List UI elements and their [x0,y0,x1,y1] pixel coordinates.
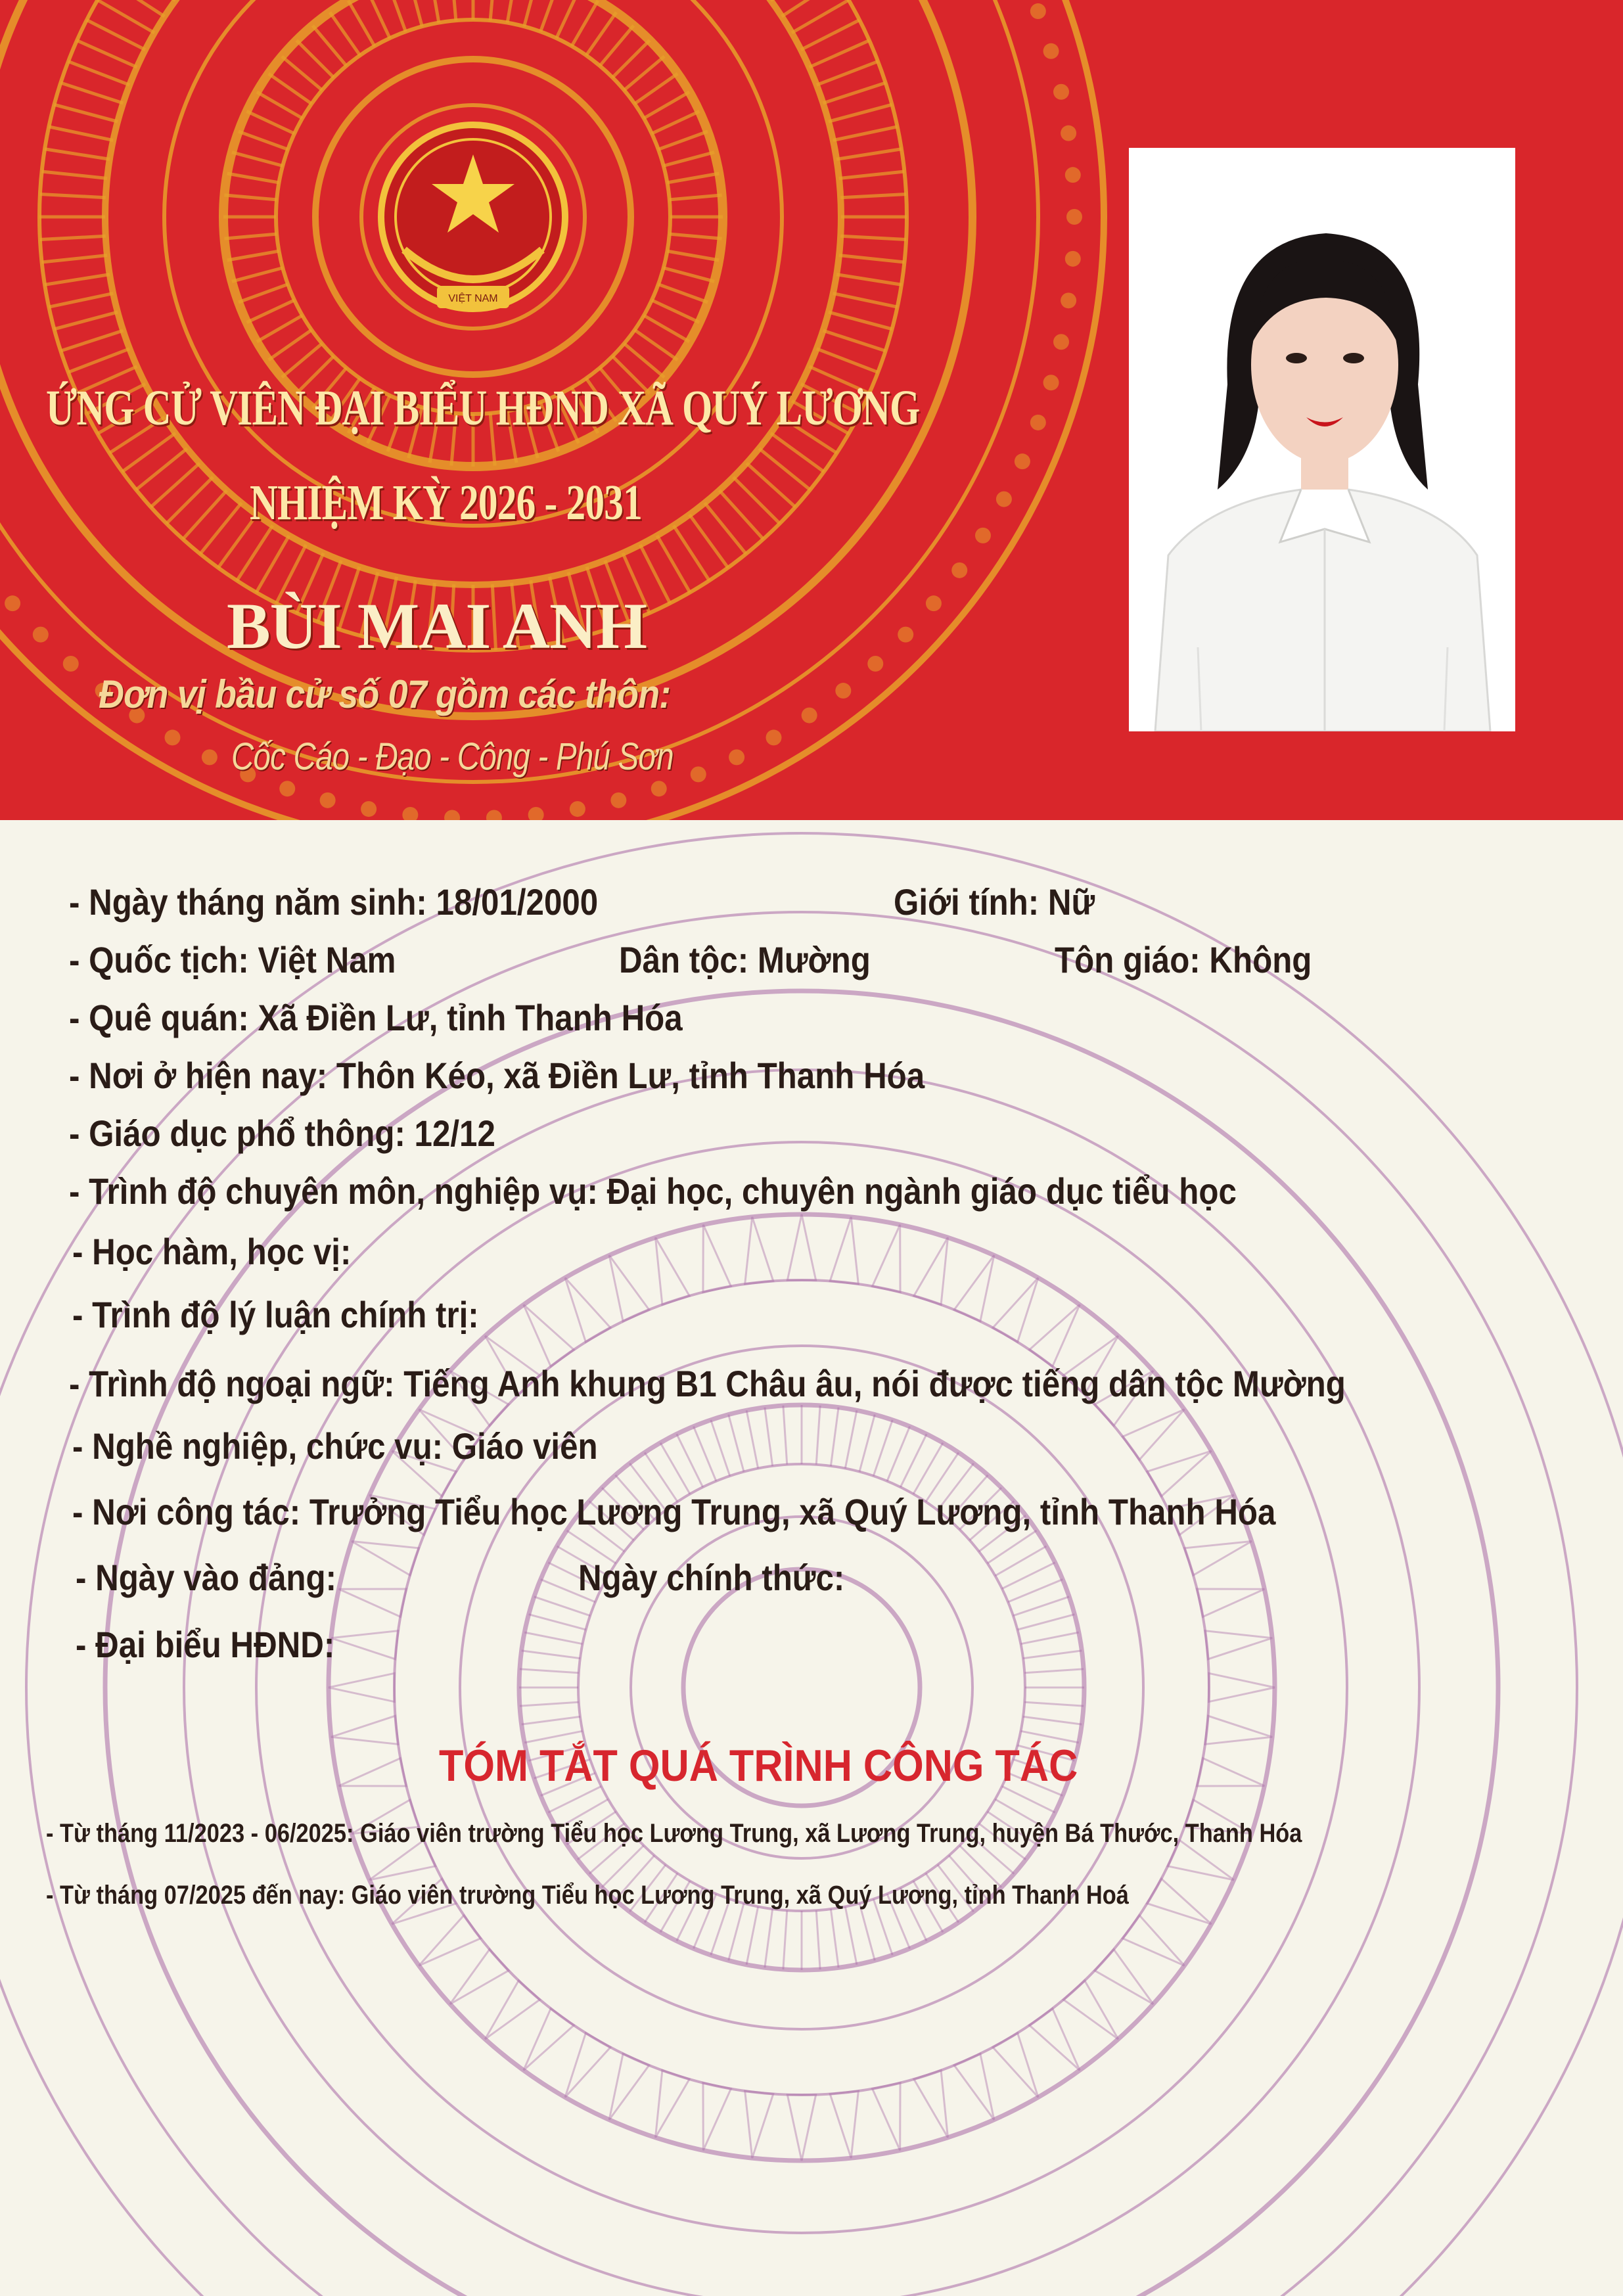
gender-label: Giới tính: [894,881,1048,923]
title-line-2: NHIỆM KỲ 2026 - 2031 [250,475,642,530]
hometown-value: Xã Điền Lư, tỉnh Thanh Hóa [258,997,683,1038]
career-item-1: - Từ tháng 11/2023 - 06/2025: Giáo viên trường Tiểu học Lương Trung, xã Lương Trung, huyện Bá Thước, Thanh Hóa [46,1819,1302,1848]
national-emblem-icon [358,118,588,329]
religion-value: Không [1209,939,1312,980]
workplace-value: Trưởng Tiểu học Lương Trung, xã Quý Lương, tỉnh Thanh Hóa [309,1491,1276,1532]
candidate-name: BÙI MAI ANH [227,589,647,662]
title-line-1: ỨNG CỬ VIÊN ĐẠI BIỂU HĐND XÃ QUÝ LƯƠNG [46,380,920,436]
party-join-label: - Ngày vào đảng: [76,1557,337,1598]
occupation-label: - Nghề nghiệp, chức vụ: [72,1425,452,1467]
party-official-line [578,1556,844,1599]
residence-value: Thôn Kéo, xã Điền Lư, tỉnh Thanh Hóa [336,1055,925,1096]
residence-line [69,1054,925,1097]
nationality-line [69,938,396,981]
religion-line [1055,938,1312,981]
career-item-2: - Từ tháng 07/2025 đến nay: Giáo viên trường Tiểu học Lương Trung, xã Quý Lương, tỉnh Thanh Hoá [46,1881,1129,1910]
workplace-label: - Nơi công tác: [72,1491,309,1532]
hometown-line [69,996,683,1039]
dob-value: 18/01/2000 [436,881,599,923]
party-official-label: Ngày chính thức: [578,1557,845,1598]
ethnicity-value: Mường [757,939,871,980]
delegate-label: - Đại biểu HĐND: [76,1624,335,1665]
language-line [69,1362,1346,1405]
qualification-value: Đại học, chuyên ngành giáo dục tiểu học [606,1170,1237,1212]
qualification-line [69,1170,1237,1212]
dob-line [69,881,598,923]
ethnicity-label: Dân tộc: [619,939,758,980]
electoral-unit-label: Đơn vị bầu cử số 07 gồm các thôn: [99,672,671,716]
nationality-label: - Quốc tịch: [69,939,258,980]
candidate-photo [1129,148,1515,731]
header-banner [0,0,1623,820]
occupation-line [72,1425,598,1467]
dob-label: - Ngày tháng năm sinh: [69,881,436,923]
gender-line [894,881,1095,923]
ethnicity-line [619,938,871,981]
education-label: - Giáo dục phổ thông: [69,1113,415,1154]
language-value: Tiếng Anh khung B1 Châu âu, nói được tiếng dân tộc Mường [403,1363,1346,1404]
political-label: - Trình độ lý luận chính trị: [72,1294,479,1335]
hometown-label: - Quê quán: [69,997,258,1038]
career-summary-title: TÓM TẮT QUÁ TRÌNH CÔNG TÁC [439,1741,1078,1791]
language-label: - Trình độ ngoại ngữ: [69,1363,404,1404]
residence-label: - Nơi ở hiện nay: [69,1055,336,1096]
occupation-value: Giáo viên [451,1425,598,1467]
delegate-line [76,1623,334,1666]
emblem-motto: VIỆT NAM [448,293,498,304]
nationality-value: Việt Nam [258,939,396,980]
academic-line [72,1230,351,1273]
academic-label: - Học hàm, học vị: [72,1231,352,1272]
electoral-unit-villages: Cốc Cáo - Đạo - Công - Phú Sơn [231,735,674,778]
gender-value: Nữ [1047,881,1095,923]
religion-label: Tôn giáo: [1055,939,1210,980]
political-line [72,1293,479,1336]
education-line [69,1112,495,1155]
qualification-label: - Trình độ chuyên môn, nghiệp vụ: [69,1170,607,1212]
workplace-line [72,1490,1275,1533]
party-join-line [76,1556,336,1599]
education-value: 12/12 [414,1113,495,1154]
